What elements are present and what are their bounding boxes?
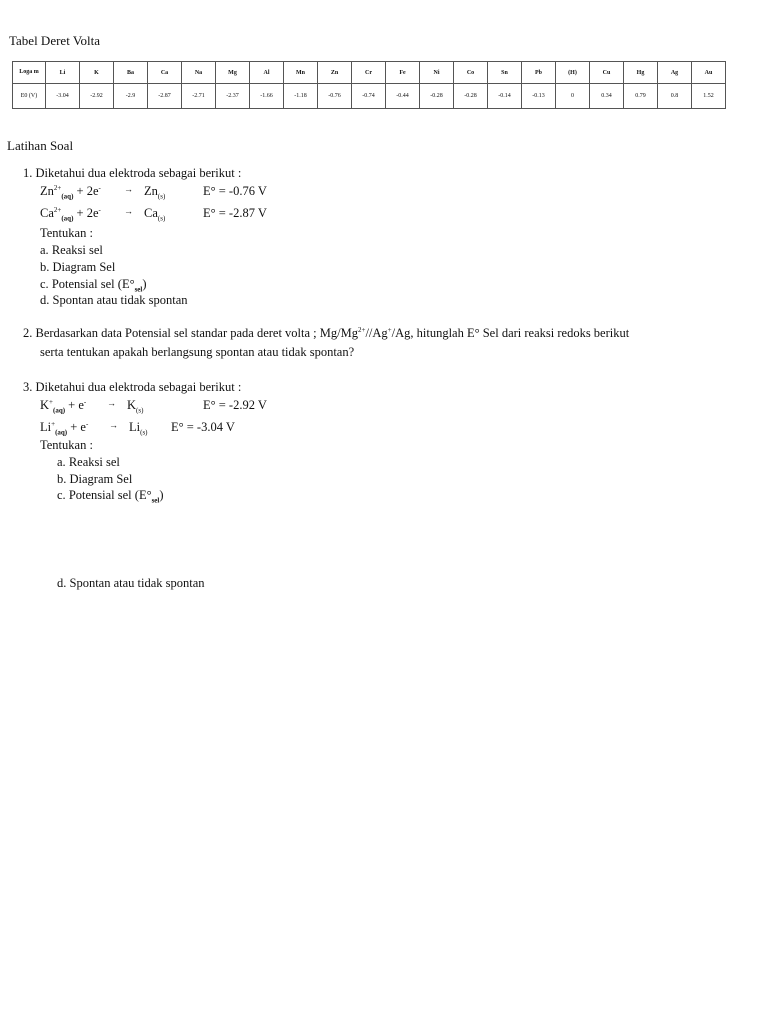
q3-tentukan: Tentukan : <box>40 438 93 452</box>
q3-eq2-product <box>129 420 148 437</box>
arrow-icon: → <box>109 420 118 430</box>
q1-item-b <box>40 260 115 275</box>
potential-value: -1.18 <box>284 84 318 109</box>
q3-item-b <box>57 472 132 487</box>
potential-value: -1.66 <box>250 84 284 109</box>
section-title: Latihan Soal <box>7 138 74 153</box>
q1-eq1-potential: E° = -0.76 V <box>203 184 267 198</box>
item-end: ) <box>142 277 147 291</box>
potential-value: -3.04 <box>46 84 80 109</box>
metal-header: Sn <box>488 62 522 84</box>
q2-line-2: serta tentukan apakah berlangsung spontan atau tidak spontan? <box>40 345 355 359</box>
eq-product: Zn <box>144 184 158 198</box>
eq-ion: Li <box>40 420 52 435</box>
q1-eq2-potential: E° = -2.87 V <box>203 206 267 220</box>
item-letter: b. <box>57 472 67 486</box>
metal-header: Fe <box>386 62 420 84</box>
q1-tentukan: Tentukan : <box>40 226 93 240</box>
eq-product-state: (s) <box>157 214 166 223</box>
item-letter: d. <box>57 576 67 590</box>
metal-header: Zn <box>318 62 352 84</box>
arrow-icon: → <box>124 206 133 216</box>
q1-equation-2 <box>40 206 101 223</box>
item-letter: b. <box>40 260 50 274</box>
eq-electrons: + e <box>65 398 84 413</box>
item-text: Diagram Sel <box>52 260 116 274</box>
eq-electrons: + 2e <box>73 184 99 199</box>
q3-item-d <box>57 576 205 591</box>
eq-ion: Ca <box>40 206 54 221</box>
metal-header: Pb <box>522 62 556 84</box>
eq-state: (aq) <box>55 428 68 437</box>
potential-value: -2.37 <box>216 84 250 109</box>
metal-header: Al <box>250 62 284 84</box>
item-letter: c. <box>40 277 49 291</box>
q2-text-c: /Ag, hitunglah E° Sel dari reaksi redoks berikut <box>391 326 630 341</box>
eq-charge: + <box>51 420 56 428</box>
item-text: Spontan atau tidak spontan <box>52 293 188 307</box>
item-subscript: sel <box>151 496 160 505</box>
row-label-metal: Loga m <box>13 62 46 84</box>
metal-header: K <box>80 62 114 84</box>
arrow-icon: → <box>124 184 133 194</box>
eq-ion: Zn <box>40 184 54 199</box>
potential-value: -0.76 <box>318 84 352 109</box>
q2-sup-2: + <box>387 326 392 334</box>
q1-number: 1. <box>23 166 33 180</box>
q1-item-d <box>40 293 188 308</box>
q3-item-a <box>57 455 120 470</box>
metal-header: Mn <box>284 62 318 84</box>
q3-equation-1 <box>40 398 86 415</box>
item-subscript: sel <box>134 285 143 294</box>
eq-product-state: (s) <box>157 192 166 201</box>
eq-product-state: (s) <box>140 428 148 437</box>
item-letter: c. <box>57 488 66 502</box>
volta-series-table <box>12 61 726 109</box>
metal-header: Ca <box>148 62 182 84</box>
eq-electrons: + 2e <box>73 206 99 221</box>
q1-item-a <box>40 243 103 258</box>
q1-eq1-arrow <box>124 184 133 199</box>
eq-charge: 2+ <box>53 184 62 192</box>
potential-value: -2.9 <box>114 84 148 109</box>
q2-text-b: //Ag <box>365 326 388 341</box>
q2-text-a: Berdasarkan data Potensial sel standar pada deret volta ; Mg/Mg <box>35 326 358 341</box>
q2-sup-1: 2+ <box>357 326 366 334</box>
item-text: Potensial sel (E° <box>68 488 152 502</box>
item-text: Diagram Sel <box>69 472 133 486</box>
potential-value: -0.44 <box>386 84 420 109</box>
q3-eq1-arrow <box>107 398 116 413</box>
metal-header: Na <box>182 62 216 84</box>
arrow-icon: → <box>107 398 116 408</box>
q1-intro: Diketahui dua elektroda sebagai berikut : <box>35 166 242 180</box>
item-letter: a. <box>40 243 49 257</box>
potential-value: 0.8 <box>658 84 692 109</box>
eq-charge: 2+ <box>53 206 62 214</box>
q3-intro: Diketahui dua elektroda sebagai berikut : <box>35 380 242 394</box>
metal-header: Cr <box>352 62 386 84</box>
eq-electron-sign: - <box>83 398 87 406</box>
item-letter: d. <box>40 293 50 307</box>
metal-header: Mg <box>216 62 250 84</box>
potential-value: -0.14 <box>488 84 522 109</box>
metal-header: Ba <box>114 62 148 84</box>
item-text: Reaksi sel <box>68 455 120 469</box>
q1-eq2-product <box>144 206 165 223</box>
metal-header: Hg <box>624 62 658 84</box>
q1-eq2-arrow <box>124 206 133 221</box>
eq-electron-sign: - <box>98 206 101 214</box>
potential-value: -0.28 <box>420 84 454 109</box>
metal-header: Ag <box>658 62 692 84</box>
q3-eq2-potential: E° = -3.04 V <box>171 420 235 434</box>
item-end: ) <box>159 488 164 502</box>
table-title: Tabel Deret Volta <box>9 33 101 48</box>
metal-header: (H) <box>556 62 590 84</box>
potential-value: 0.34 <box>590 84 624 109</box>
metal-header: Au <box>692 62 726 84</box>
potential-value: -0.28 <box>454 84 488 109</box>
metal-header: Co <box>454 62 488 84</box>
potential-value: -0.13 <box>522 84 556 109</box>
item-text: Potensial sel (E° <box>51 277 135 291</box>
potential-value: -0.74 <box>352 84 386 109</box>
q2-number: 2. <box>23 326 33 341</box>
potential-value: 1.52 <box>692 84 726 109</box>
q2-line-1 <box>23 326 629 341</box>
row-label-e0: E0 (V) <box>13 84 46 109</box>
eq-product: Li <box>129 420 141 434</box>
q3-equation-2 <box>40 420 88 437</box>
eq-product-state: (s) <box>136 406 144 415</box>
q1-item-c <box>40 277 147 294</box>
metal-header: Li <box>46 62 80 84</box>
potential-value: -2.92 <box>80 84 114 109</box>
item-text: Reaksi sel <box>51 243 103 257</box>
q3-number: 3. <box>23 380 33 394</box>
potential-value: -2.87 <box>148 84 182 109</box>
item-letter: a. <box>57 455 66 469</box>
eq-product: K <box>127 398 137 412</box>
q3-item-c <box>57 488 164 505</box>
item-text: Spontan atau tidak spontan <box>69 576 205 590</box>
potential-value: 0.79 <box>624 84 658 109</box>
eq-state: (aq) <box>61 192 74 201</box>
eq-electron-sign: - <box>98 184 101 192</box>
eq-ion: K <box>40 398 50 413</box>
table-header-row <box>13 62 726 84</box>
q1-intro-line <box>23 166 241 181</box>
metal-header: Ni <box>420 62 454 84</box>
potential-value: -2.71 <box>182 84 216 109</box>
eq-electron-sign: - <box>85 420 89 428</box>
q3-eq2-arrow <box>109 420 118 435</box>
table-value-row <box>13 84 726 109</box>
metal-header: Cu <box>590 62 624 84</box>
q1-eq1-product <box>144 184 165 201</box>
q1-equation-1 <box>40 184 101 201</box>
q3-intro-line <box>23 380 241 395</box>
eq-state: (aq) <box>61 214 74 223</box>
eq-state: (aq) <box>52 406 66 415</box>
q3-eq1-potential: E° = -2.92 V <box>203 398 267 412</box>
eq-product: Ca <box>144 206 158 220</box>
eq-electrons: + e <box>67 420 86 435</box>
q3-eq1-product <box>127 398 143 415</box>
eq-charge: + <box>49 398 53 406</box>
potential-value: 0 <box>556 84 590 109</box>
